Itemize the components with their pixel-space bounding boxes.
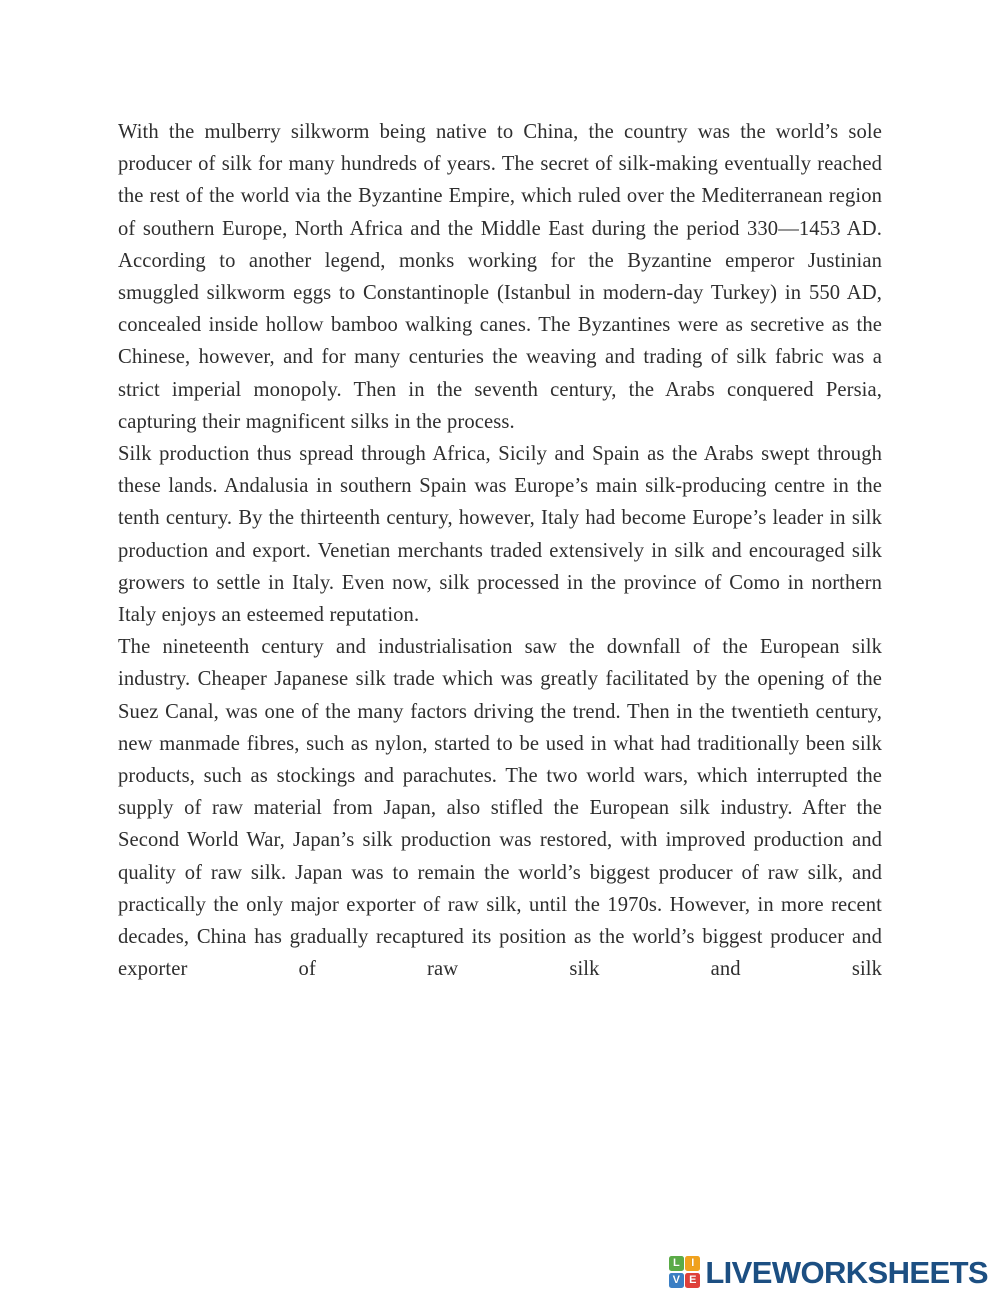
paragraph-2: Silk production thus spread through Africa, Sicily and Spain as the Arabs swept through these lands. Andalusia in southern Spain was Europe’s main silk-producing centre in the tenth century. By the thirteenth century, however, Italy had become Europe’s leader in silk production and export. Venetian merchants traded extensively in silk and encouraged silk growers to settle in Italy. Even now, silk processed in the province of Como in northern Italy enjoys an esteemed reputation. (118, 443, 882, 627)
logo-tile-i: I (685, 1256, 700, 1271)
liveworksheets-wordmark: LIVEWORKSHEETS (705, 1254, 988, 1290)
logo-tile-e: E (685, 1273, 700, 1288)
paragraph-1: With the mulberry silkworm being native to China, the country was the world’s sole producer of silk for many hundreds of years. The secret of silk-making eventually reached the rest of the world via the Byzantine Empire, which ruled over the Mediterranean region of southern Europe, North Africa and the Middle East during the period 330—1453 AD. According to another legend, monks working for the Byzantine emperor Justinian smuggled silkworm eggs to Constantinople (Istanbul in modern-day Turkey) in 550 AD, concealed inside hollow bamboo walking canes. The Byzantines were as secretive as the Chinese, however, and for many centuries the weaving and trading of silk fabric was a strict imperial monopoly. Then in the seventh century, the Arabs conquered Persia, capturing their magnificent silks in the process. (118, 121, 882, 433)
article-body (118, 116, 882, 1018)
paragraph-3: The nineteenth century and industrialisation saw the downfall of the European silk industry. Cheaper Japanese silk trade which was greatly facilitated by the opening of the Suez Canal, was one of the many factors driving the trend. Then in the twentieth century, new manmade fibres, such as nylon, started to be used in what had traditionally been silk products, such as stockings and parachutes. The two world wars, which interrupted the supply of raw material from Japan, also stifled the European silk industry. After the Second World War, Japan’s silk production was restored, with improved production and quality of raw silk. Japan was to remain the world’s biggest producer of raw silk, and practically the only major exporter of raw silk, until the 1970s. However, in more recent decades, China has gradually recaptured its position as the world’s biggest producer and exporter of raw silk and silk (118, 636, 882, 981)
liveworksheets-logo-mark (669, 1256, 701, 1288)
logo-tile-l: L (669, 1256, 684, 1271)
logo-tile-v: V (669, 1273, 684, 1288)
liveworksheets-logo[interactable] (669, 1249, 988, 1295)
